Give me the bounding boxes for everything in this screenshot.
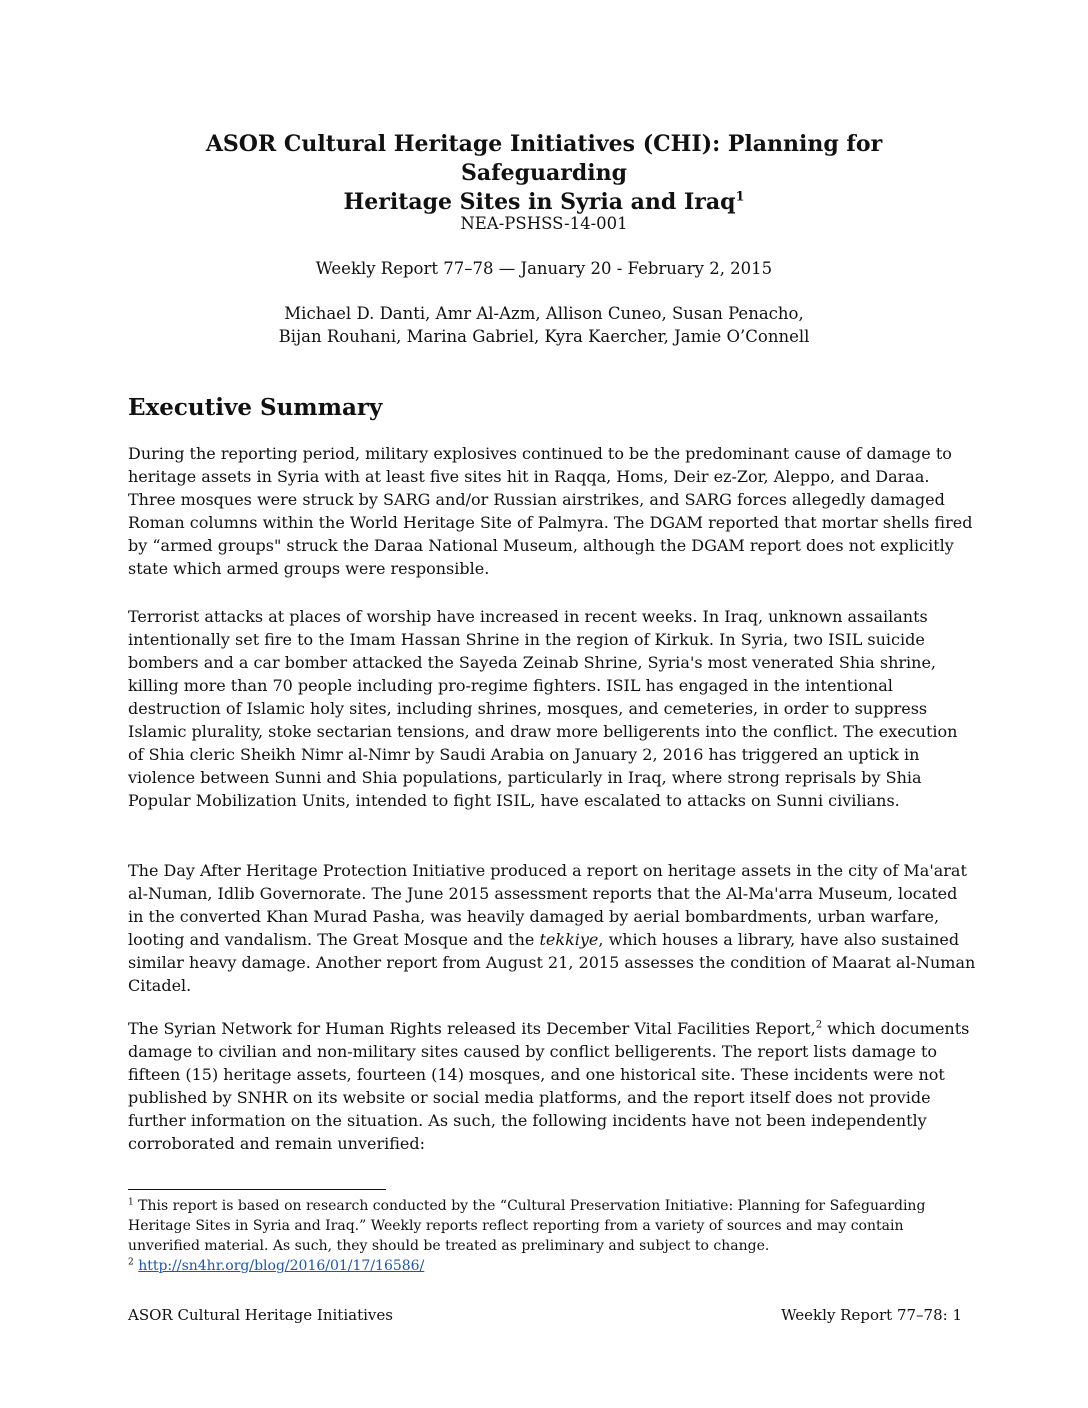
paragraph-3-italic-term: tekkiye bbox=[539, 930, 599, 949]
grant-number: NEA-PSHSS-14-001 bbox=[460, 214, 628, 233]
title-footnote-mark[interactable]: 1 bbox=[735, 189, 745, 205]
paragraph-4-text-a: The Syrian Network for Human Rights released its December Vital Facilities Report, bbox=[128, 1019, 816, 1038]
footnote-divider bbox=[128, 1189, 386, 1190]
report-date: Weekly Report 77–78 — January 20 - February 2, 2015 bbox=[315, 259, 773, 278]
paragraph-3 bbox=[128, 859, 976, 997]
footnotes bbox=[128, 1196, 976, 1276]
paragraph-3-text-a: The Day After Heritage Protection Initiative produced a report on heritage assets in the city of Ma'arat al-Numan, Idlib Governorate. The June 2015 assessment reports that the Al-Ma'arra Museum, located in the converted Khan Murad Pasha, was heavily damaged by aerial bombardments, urban warfare, looting and vandalism. The Great Mosque and the bbox=[128, 861, 967, 949]
footnote-2 bbox=[128, 1256, 976, 1276]
footnote-2-mark: 2 bbox=[128, 1257, 134, 1268]
footnote-1-text: This report is based on research conducted by the “Cultural Preservation Initiative: Planning for Safeguarding Heritage Sites in Syria and Iraq.” Weekly reports reflect reporting from a variety of sources and may contain unverified material. As such, they should be treated as preliminary and subject to change. bbox=[128, 1198, 926, 1254]
authors-line-2: Bijan Rouhani, Marina Gabriel, Kyra Kaercher, Jamie O’Connell bbox=[278, 327, 810, 346]
authors-line-1: Michael D. Danti, Amr Al-Azm, Allison Cuneo, Susan Penacho, bbox=[284, 304, 804, 323]
paragraph-4 bbox=[128, 1017, 976, 1155]
paragraph-4-text-b: which documents damage to civilian and non-military sites caused by conflict belligerents. The report lists damage to fifteen (15) heritage assets, fourteen (14) mosques, and one historical site. These incidents were not published by SNHR on its website or social media platforms, and the report itself does not provide further information on the situation. As such, the following incidents have not been independently corroborated and remain unverified: bbox=[128, 1019, 970, 1153]
paragraph-3-text-b: , which houses a library, have also sustained similar heavy damage. Another report from August 21, 2015 assesses the condition of Maarat al-Numan Citadel. bbox=[128, 930, 976, 995]
report-title-line-1: ASOR Cultural Heritage Initiatives (CHI): Planning for Safeguarding bbox=[205, 131, 883, 186]
report-title bbox=[120, 130, 968, 217]
authors bbox=[120, 302, 968, 348]
paragraph-2: Terrorist attacks at places of worship have increased in recent weeks. In Iraq, unknown assailants intentionally set fire to the Imam Hassan Shrine in the region of Kirkuk. In Syria, two ISIL suicide bombers and a car bomber attacked the Sayeda Zeinab Shrine, Syria's most venerated Shia shrine, killing more than 70 people including pro-regime fighters. ISIL has engaged in the intentional destruction of Islamic holy sites, including shrines, mosques, and cemeteries, in order to suppress Islamic plurality, stoke sectarian tensions, and draw more belligerents into the conflict. The execution of Shia cleric Sheikh Nimr al-Nimr by Saudi Arabia on January 2, 2016 has triggered an uptick in violence between Sunni and Shia populations, particularly in Iraq, where strong reprisals by Shia Popular Mobilization Units, intended to fight ISIL, have escalated to attacks on Sunni civilians. bbox=[128, 607, 958, 810]
footnote-1 bbox=[128, 1196, 976, 1256]
footnote-1-mark: 1 bbox=[128, 1197, 134, 1208]
paragraph-4-footnote-mark[interactable]: 2 bbox=[815, 1019, 823, 1031]
footer-left-text: ASOR Cultural Heritage Initiatives bbox=[128, 1306, 393, 1324]
footer-page-number: Weekly Report 77–78: 1 bbox=[781, 1306, 962, 1324]
footnote-2-link[interactable]: http://sn4hr.org/blog/2016/01/17/16586/ bbox=[138, 1258, 425, 1274]
paragraph-1: During the reporting period, military explosives continued to be the predominant cause of damage to heritage assets in Syria with at least five sites hit in Raqqa, Homs, Deir ez-Zor, Aleppo, and Daraa. Three mosques were struck by SARG and/or Russian airstrikes, and SARG forces allegedly damaged Roman columns within the World Heritage Site of Palmyra. The DGAM reported that mortar shells fired by “armed groups" struck the Daraa National Museum, although the DGAM report does not explicitly state which armed groups were responsible. bbox=[128, 444, 973, 578]
section-heading: Executive Summary bbox=[128, 394, 383, 421]
report-title-line-2: Heritage Sites in Syria and Iraq bbox=[343, 189, 736, 215]
